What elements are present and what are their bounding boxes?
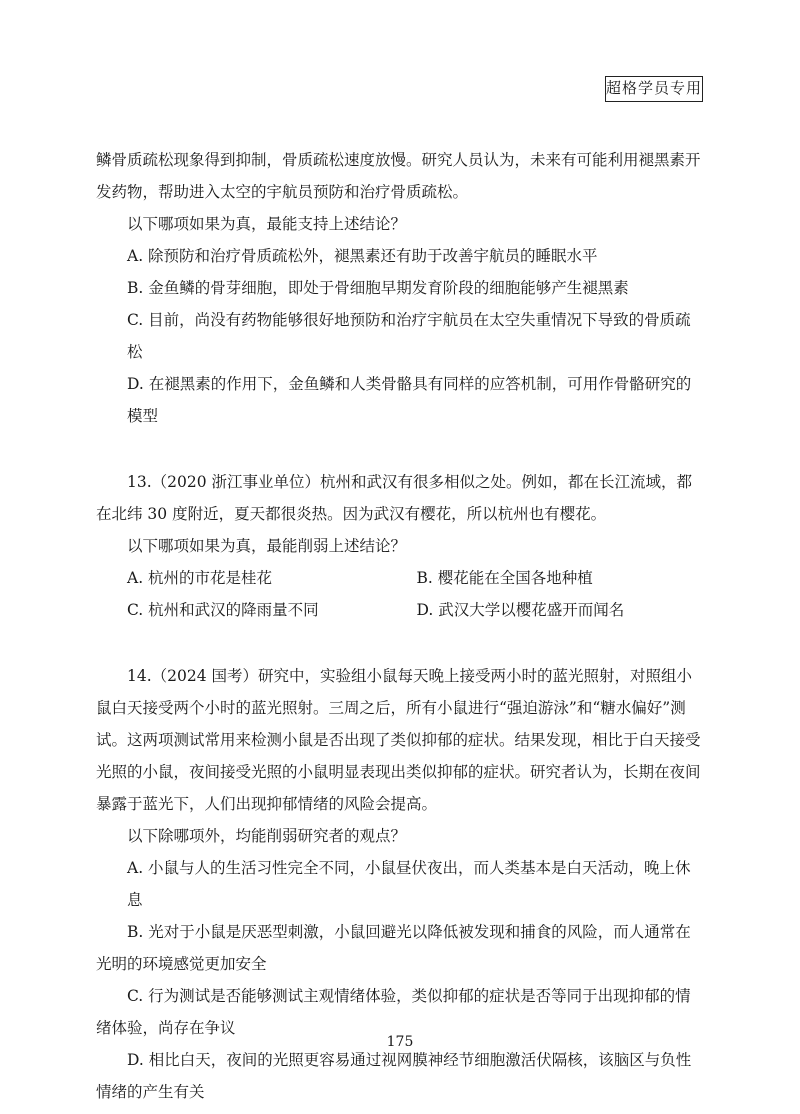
q12-option-d: D. 在褪黑素的作用下，金鱼鳞和人类骨骼具有同样的应答机制，可用作骨骼研究的模型 <box>127 375 692 425</box>
q14-question: 以下除哪项外，均能削弱研究者的观点？ <box>127 827 407 845</box>
q12-option-a: A. 除预防和治疗骨质疏松外，褪黑素还有助于改善宇航员的睡眠水平 <box>127 247 598 265</box>
continuation-text: 鳞骨质疏松现象得到抑制，骨质疏松速度放慢。研究人员认为，未来有可能利用褪黑素开发药物，帮助进入太空的宇航员预防和治疗骨质疏松。 <box>96 151 701 201</box>
page-content <box>96 144 706 1108</box>
q13-stem: 13.（2020 浙江事业单位）杭州和武汉有很多相似之处。例如，都在长江流域，都在北纬 30 度附近，夏天都很炎热。因为武汉有樱花，所以杭州也有樱花。 <box>96 473 693 523</box>
q13-option-c: C. 杭州和武汉的降雨量不同 <box>127 601 319 619</box>
q13-option-a: A. 杭州的市花是桂花 <box>127 569 273 587</box>
q14-stem: 14.（2024 国考）研究中，实验组小鼠每天晚上接受两小时的蓝光照射，对照组小鼠白天接受两个小时的蓝光照射。三周之后，所有小鼠进行“强迫游泳”和“糖水偏好”测试。这两项测试常用来检测小鼠是否出现了类似抑郁的症状。结果发现，相比于白天接受光照的小鼠，夜间接受光照的小鼠明显表现出类似抑郁的症状。研究者认为，长期在夜间暴露于蓝光下，人们出现抑郁情绪的风险会提高。 <box>96 667 701 813</box>
q12-question: 以下哪项如果为真，最能支持上述结论？ <box>127 215 407 233</box>
q12-option-b: B. 金鱼鳞的骨芽细胞，即处于骨细胞早期发育阶段的细胞能够产生褪黑素 <box>127 279 629 297</box>
q13-option-b: B. 樱花能在全国各地种植 <box>416 569 593 587</box>
q13-options-row-1 <box>96 562 706 594</box>
q14-option-b: B. 光对于小鼠是厌恶型刺激，小鼠回避光以降低被发现和捕食的风险，而人通常在光明的环境感觉更加安全 <box>96 923 691 973</box>
q13-option-d: D. 武汉大学以樱花盛开而闻名 <box>416 601 625 619</box>
q13-options-row-2 <box>96 594 706 626</box>
page-number: 175 <box>386 1034 414 1050</box>
q14-option-d: D. 相比白天，夜间的光照更容易通过视网膜神经节细胞激活伏隔核，该脑区与负性情绪的产生有关 <box>96 1051 692 1101</box>
q14-option-c: C. 行为测试是否能够测试主观情绪体验，类似抑郁的症状是否等同于出现抑郁的情绪体验，尚存在争议 <box>96 987 691 1037</box>
q13-question: 以下哪项如果为真，最能削弱上述结论？ <box>127 537 407 555</box>
q14-option-a: A. 小鼠与人的生活习性完全不同，小鼠昼伏夜出，而人类基本是白天活动，晚上休息 <box>127 859 691 909</box>
q12-option-c: C. 目前，尚没有药物能够很好地预防和治疗宇航员在太空失重情况下导致的骨质疏松 <box>127 311 691 361</box>
student-only-badge: 超格学员专用 <box>605 76 703 102</box>
